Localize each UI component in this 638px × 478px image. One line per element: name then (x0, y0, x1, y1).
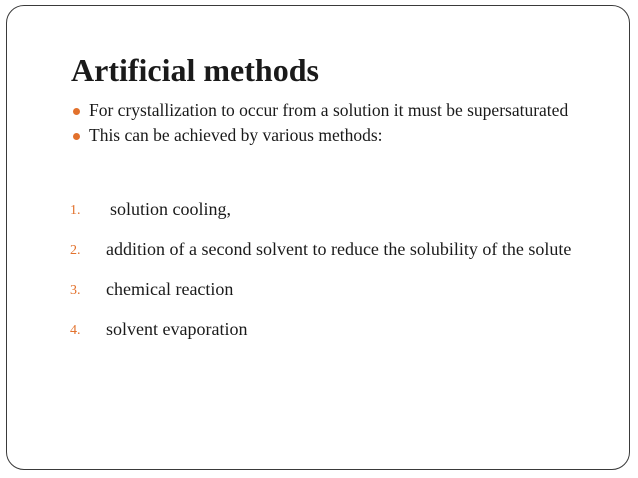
bullet-item (73, 101, 600, 120)
method-number: 2. (70, 243, 81, 258)
method-number: 4. (70, 323, 81, 338)
method-text: solvent evaporation (106, 319, 248, 339)
bullet-dot-icon (73, 133, 80, 140)
method-item (70, 239, 600, 259)
slide-title: Artificial methods (71, 52, 319, 88)
bullet-text: This can be achieved by various methods: (89, 125, 383, 145)
method-item (70, 319, 600, 339)
bullet-dot-icon (73, 108, 80, 115)
method-text: solution cooling, (110, 199, 231, 219)
method-item (70, 279, 600, 299)
bullet-text: For crystallization to occur from a solution it must be supersaturated (89, 100, 569, 120)
method-number: 3. (70, 283, 81, 298)
bullet-list (73, 101, 600, 145)
method-text: addition of a second solvent to reduce the solubility of the solute (106, 239, 572, 259)
method-text: chemical reaction (106, 279, 234, 299)
bullet-item (73, 126, 600, 145)
method-number: 1. (70, 203, 81, 218)
methods-list (70, 199, 600, 339)
method-item (70, 199, 600, 219)
